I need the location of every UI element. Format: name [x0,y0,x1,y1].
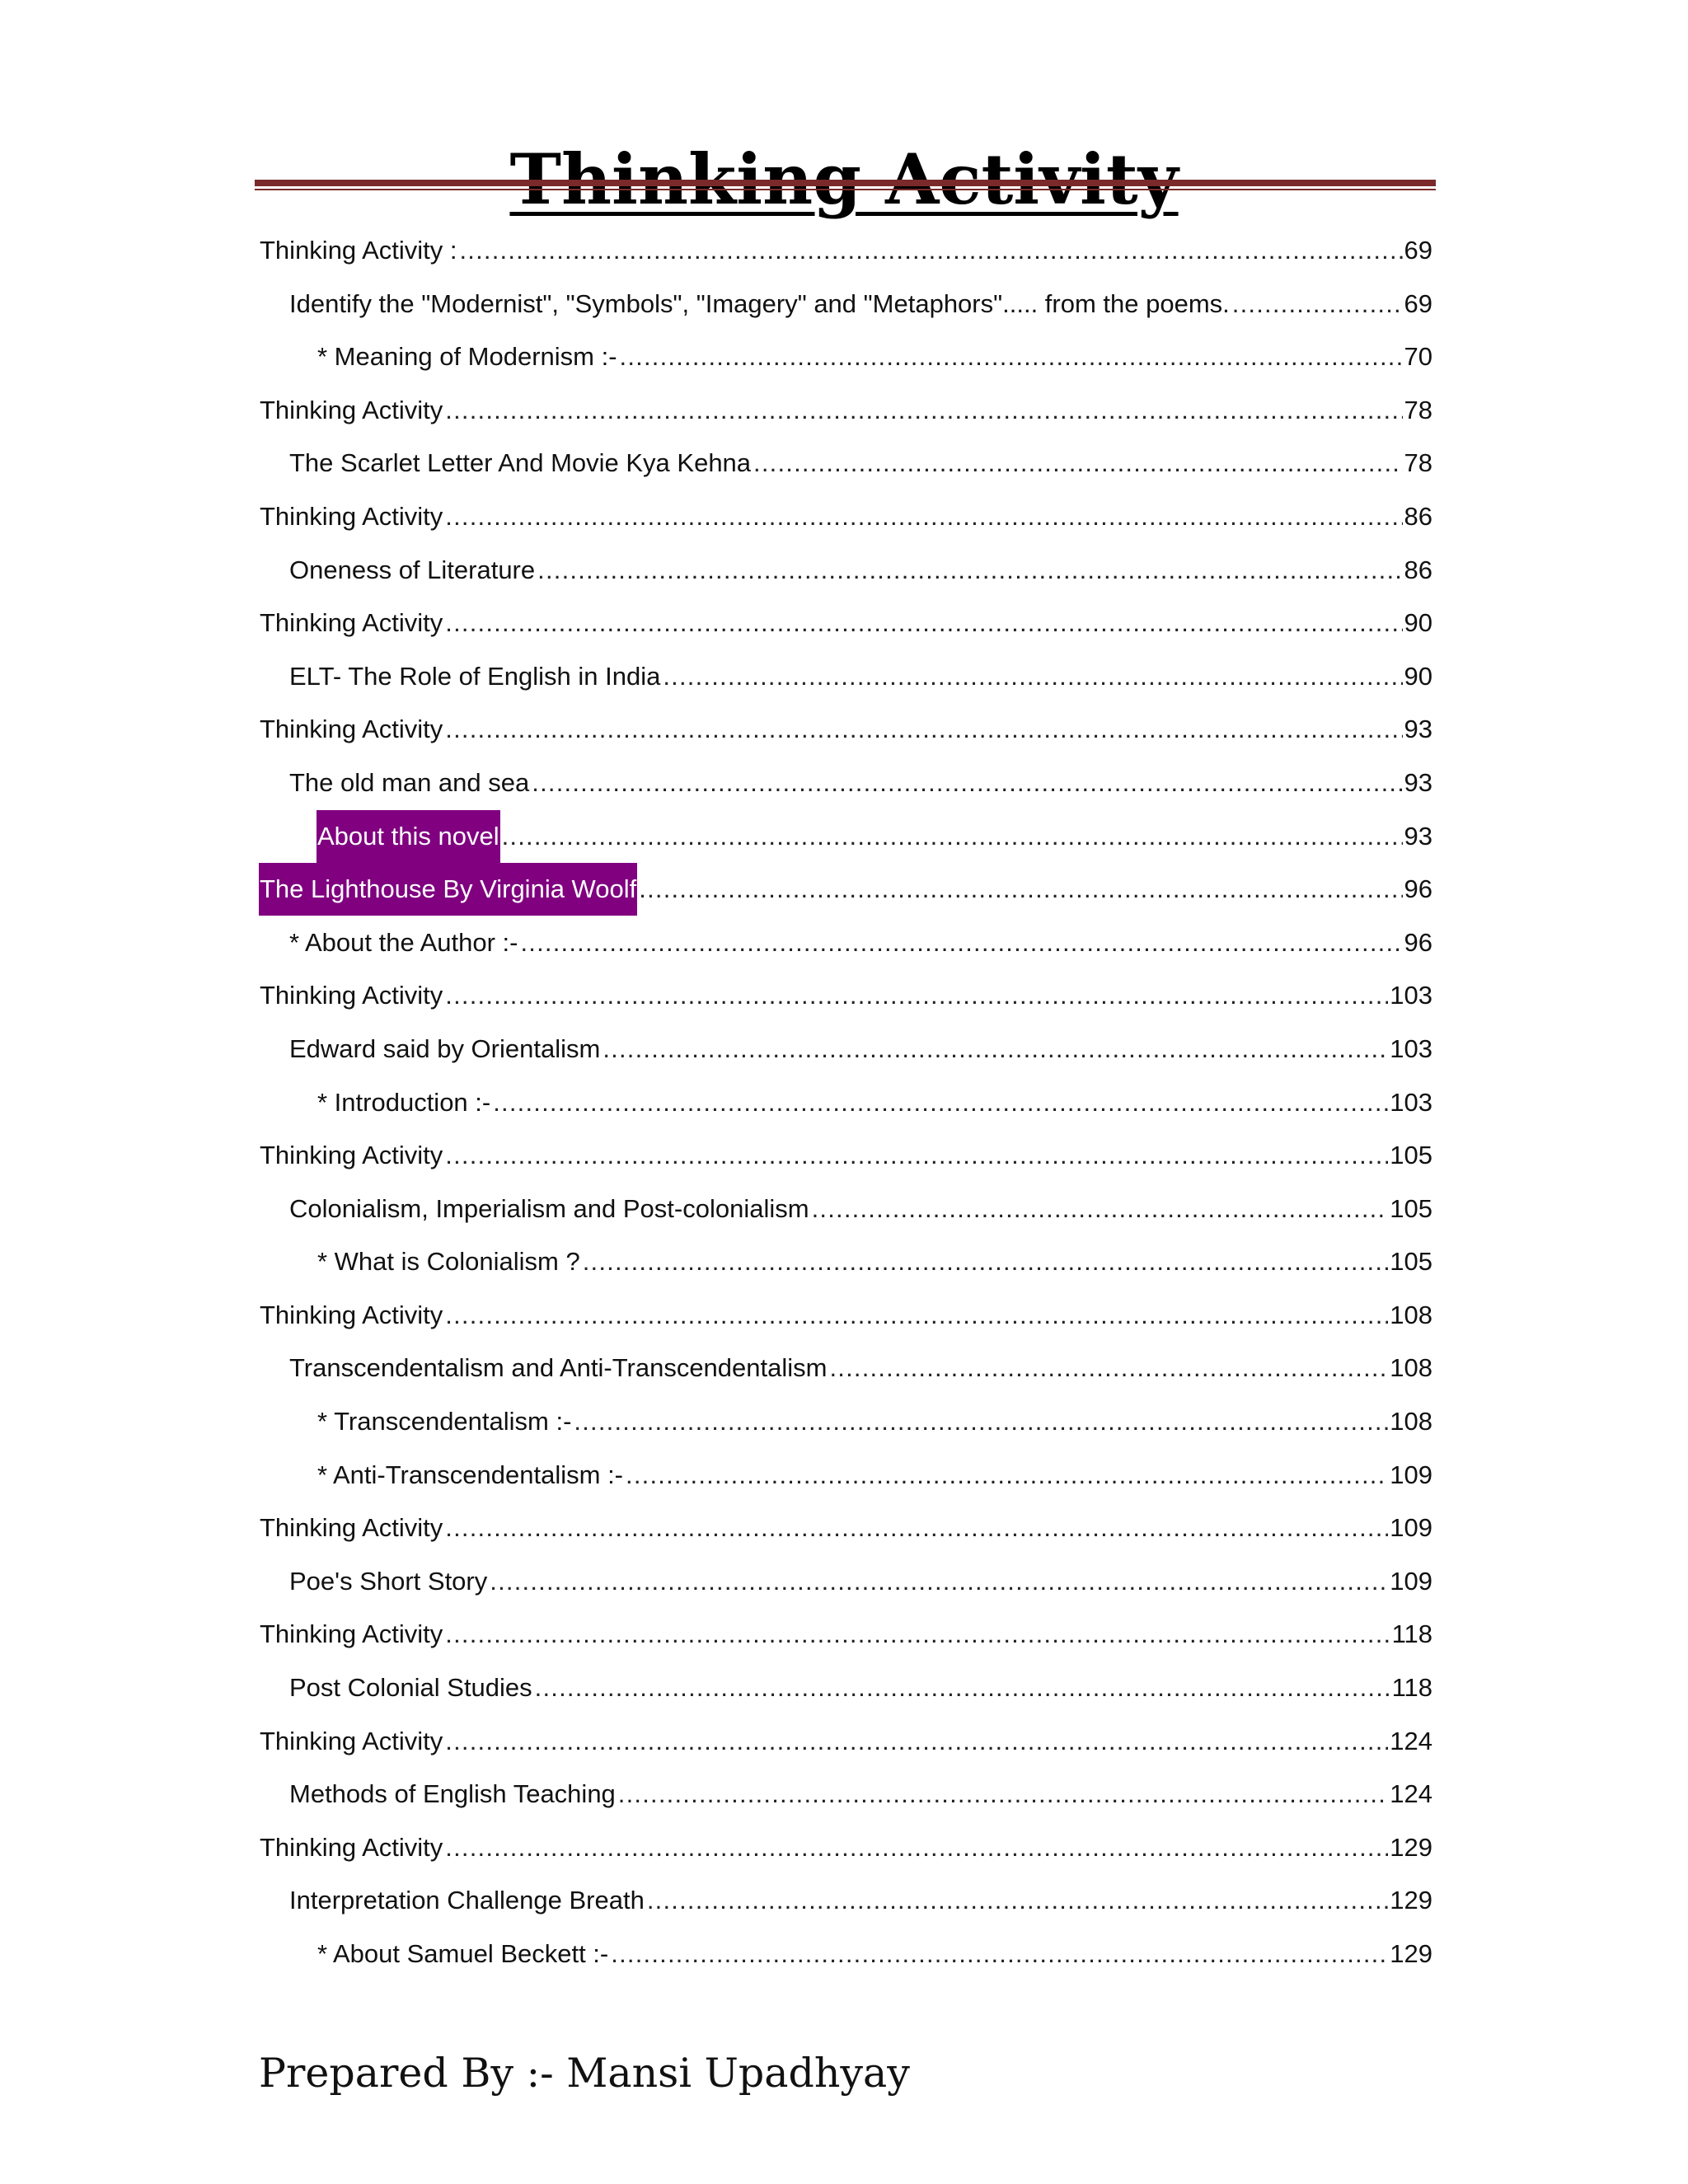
toc-dot-leader [1232,278,1403,330]
toc-page-number: 96 [1404,927,1432,957]
title-rule-thin [255,189,1436,190]
toc-dot-leader [626,1449,1388,1502]
toc-dot-leader [445,1821,1388,1874]
toc-entry[interactable] [259,278,1432,331]
toc-entry[interactable] [259,544,1432,598]
toc-entry-label: Thinking Activity [260,1832,443,1862]
toc-entry[interactable] [259,490,1432,544]
toc-entry[interactable] [259,1768,1432,1821]
toc-entry-label: Methods of English Teaching [289,1779,616,1809]
toc-page-number: 93 [1404,767,1432,797]
toc-dot-leader [502,810,1403,863]
toc-page-number: 129 [1390,1886,1432,1915]
toc-page-number: 105 [1390,1193,1432,1223]
toc-page-number: 105 [1390,1141,1432,1170]
toc-dot-leader [445,1289,1388,1342]
toc-entry-label: * Transcendentalism :- [317,1407,572,1436]
toc-entry-label: Thinking Activity [260,1619,443,1649]
toc-entry-label: Thinking Activity : [260,236,457,265]
toc-entry[interactable] [259,330,1432,384]
toc-dot-leader [753,437,1402,490]
toc-entry-label: Thinking Activity [260,501,443,531]
toc-page-number: 105 [1390,1247,1432,1277]
toc-page-number: 69 [1404,288,1432,318]
toc-entry-label: Thinking Activity [260,715,443,744]
toc-dot-leader [459,224,1402,277]
toc-entry-label: ELT- The Role of English in India [289,661,661,691]
toc-entry[interactable] [259,1555,1432,1609]
toc-entry[interactable] [259,1235,1432,1289]
toc-page-number: 78 [1404,448,1432,478]
toc-entry[interactable] [259,810,1432,864]
toc-entry[interactable] [259,1342,1432,1395]
toc-entry-label: * Meaning of Modernism :- [317,342,617,372]
toc-page-number: 86 [1404,555,1432,584]
toc-dot-leader [639,863,1402,916]
toc-entry-label: The old man and sea [289,767,530,797]
toc-entry[interactable] [259,437,1432,490]
toc-page-number: 118 [1391,1619,1432,1649]
toc-page-number: 108 [1390,1300,1432,1329]
toc-dot-leader [445,490,1402,543]
toc-dot-leader [829,1342,1388,1394]
toc-entry[interactable] [259,1661,1432,1715]
toc-dot-leader [618,1768,1388,1821]
toc-page-number: 118 [1391,1673,1432,1703]
toc-page-number: 90 [1404,608,1432,638]
toc-entry[interactable] [259,1449,1432,1502]
toc-dot-leader [620,330,1403,383]
toc-entry[interactable] [259,597,1432,650]
title-rule [255,180,1436,191]
toc-page-number: 129 [1390,1832,1432,1862]
toc-page-number: 90 [1404,661,1432,691]
toc-dot-leader [812,1183,1389,1235]
toc-page-number: 93 [1404,715,1432,744]
toc-entry-label: Post Colonial Studies [289,1673,532,1703]
toc-page-number: 108 [1390,1353,1432,1383]
toc-entry[interactable] [259,1502,1432,1555]
footer-prepared-by: Prepared By :- Mansi Upadhyay [259,2050,910,2097]
toc-entry-label: Thinking Activity [260,1141,443,1170]
toc-dot-leader [490,1555,1388,1608]
toc-entry-label: Colonialism, Imperialism and Post-colonialism [289,1193,809,1223]
toc-dot-leader [520,916,1402,969]
toc-dot-leader [493,1076,1388,1129]
toc-entry[interactable] [259,916,1432,970]
toc-dot-leader [574,1395,1388,1448]
toc-page-number: 103 [1390,1033,1432,1063]
toc-entry-label: Thinking Activity [260,1726,443,1755]
toc-entry[interactable] [259,969,1432,1023]
toc-page-number: 109 [1390,1513,1432,1543]
toc-page-number: 96 [1404,874,1432,904]
toc-entry-label: Oneness of Literature [289,555,536,584]
toc-entry[interactable] [259,1608,1432,1661]
toc-dot-leader [445,1502,1388,1554]
toc-entry-label: * About the Author :- [289,927,518,957]
toc-entry-label: Thinking Activity [260,981,443,1010]
toc-page-number: 108 [1390,1407,1432,1436]
toc-dot-leader [663,650,1402,703]
toc-entry[interactable] [259,863,1432,916]
toc-entry-label: Interpretation Challenge Breath [289,1886,645,1915]
toc-entry[interactable] [259,1715,1432,1769]
toc-entry[interactable] [259,1289,1432,1343]
toc-dot-leader [445,703,1402,756]
toc-entry-label: Thinking Activity [260,1300,443,1329]
toc-entry-label: Edward said by Orientalism [289,1033,601,1063]
toc-dot-leader [611,1928,1388,1980]
toc-entry-label: Thinking Activity [260,1513,443,1543]
toc-entry[interactable] [259,1874,1432,1928]
toc-page-number: 93 [1404,821,1432,851]
toc-entry-label: * Anti-Transcendentalism :- [317,1460,624,1489]
toc-dot-leader [445,969,1388,1022]
toc-dot-leader [445,384,1402,437]
toc-dot-leader [603,1023,1388,1076]
toc-page-number: 109 [1390,1566,1432,1596]
toc-entry-label: The Scarlet Letter And Movie Kya Kehna [289,448,752,478]
toc-entry-label: Poe's Short Story [289,1566,488,1596]
toc-dot-leader [537,544,1402,597]
toc-page-number: 103 [1390,981,1432,1010]
toc-entry[interactable] [259,384,1432,438]
toc-entry[interactable] [259,1076,1432,1130]
toc-entry-label: About this novel [316,810,500,863]
toc-dot-leader [535,1661,1390,1714]
toc-entry[interactable] [259,650,1432,704]
toc-entry[interactable] [259,1928,1432,1981]
toc-entry-label: * Introduction :- [317,1087,491,1117]
toc-entry[interactable] [259,703,1432,757]
toc-entry-label: The Lighthouse By Virginia Woolf [259,863,637,916]
toc-entry[interactable] [259,224,1432,278]
toc-entry[interactable] [259,1023,1432,1076]
toc-entry-label: Identify the "Modernist", "Symbols", "Imagery" and "Metaphors"..... from the poems. [289,288,1230,318]
table-of-contents [259,224,1432,1981]
toc-page-number: 124 [1390,1779,1432,1809]
toc-entry-label: Thinking Activity [260,608,443,638]
toc-page-number: 109 [1390,1460,1432,1489]
toc-page-number: 86 [1404,501,1432,531]
toc-dot-leader [445,1608,1390,1661]
toc-dot-leader [532,757,1402,809]
toc-entry-label: * What is Colonialism ? [317,1247,580,1277]
toc-page-number: 69 [1404,236,1432,265]
toc-dot-leader [445,1129,1388,1182]
toc-page-number: 78 [1404,395,1432,424]
toc-entry-label: Thinking Activity [260,395,443,424]
toc-dot-leader [647,1874,1388,1927]
toc-entry[interactable] [259,1129,1432,1183]
toc-entry[interactable] [259,1395,1432,1449]
toc-entry-label: * About Samuel Beckett :- [317,1939,609,1968]
toc-page-number: 70 [1404,342,1432,372]
toc-entry[interactable] [259,757,1432,810]
toc-dot-leader [445,597,1402,649]
toc-entry[interactable] [259,1821,1432,1875]
toc-page-number: 129 [1390,1939,1432,1968]
toc-entry-label: Transcendentalism and Anti-Transcendentalism [289,1353,828,1383]
toc-dot-leader [583,1235,1389,1288]
toc-page-number: 103 [1390,1087,1432,1117]
toc-entry[interactable] [259,1183,1432,1236]
toc-dot-leader [445,1715,1388,1768]
toc-page-number: 124 [1390,1726,1432,1755]
title-rule-thick [255,180,1436,186]
